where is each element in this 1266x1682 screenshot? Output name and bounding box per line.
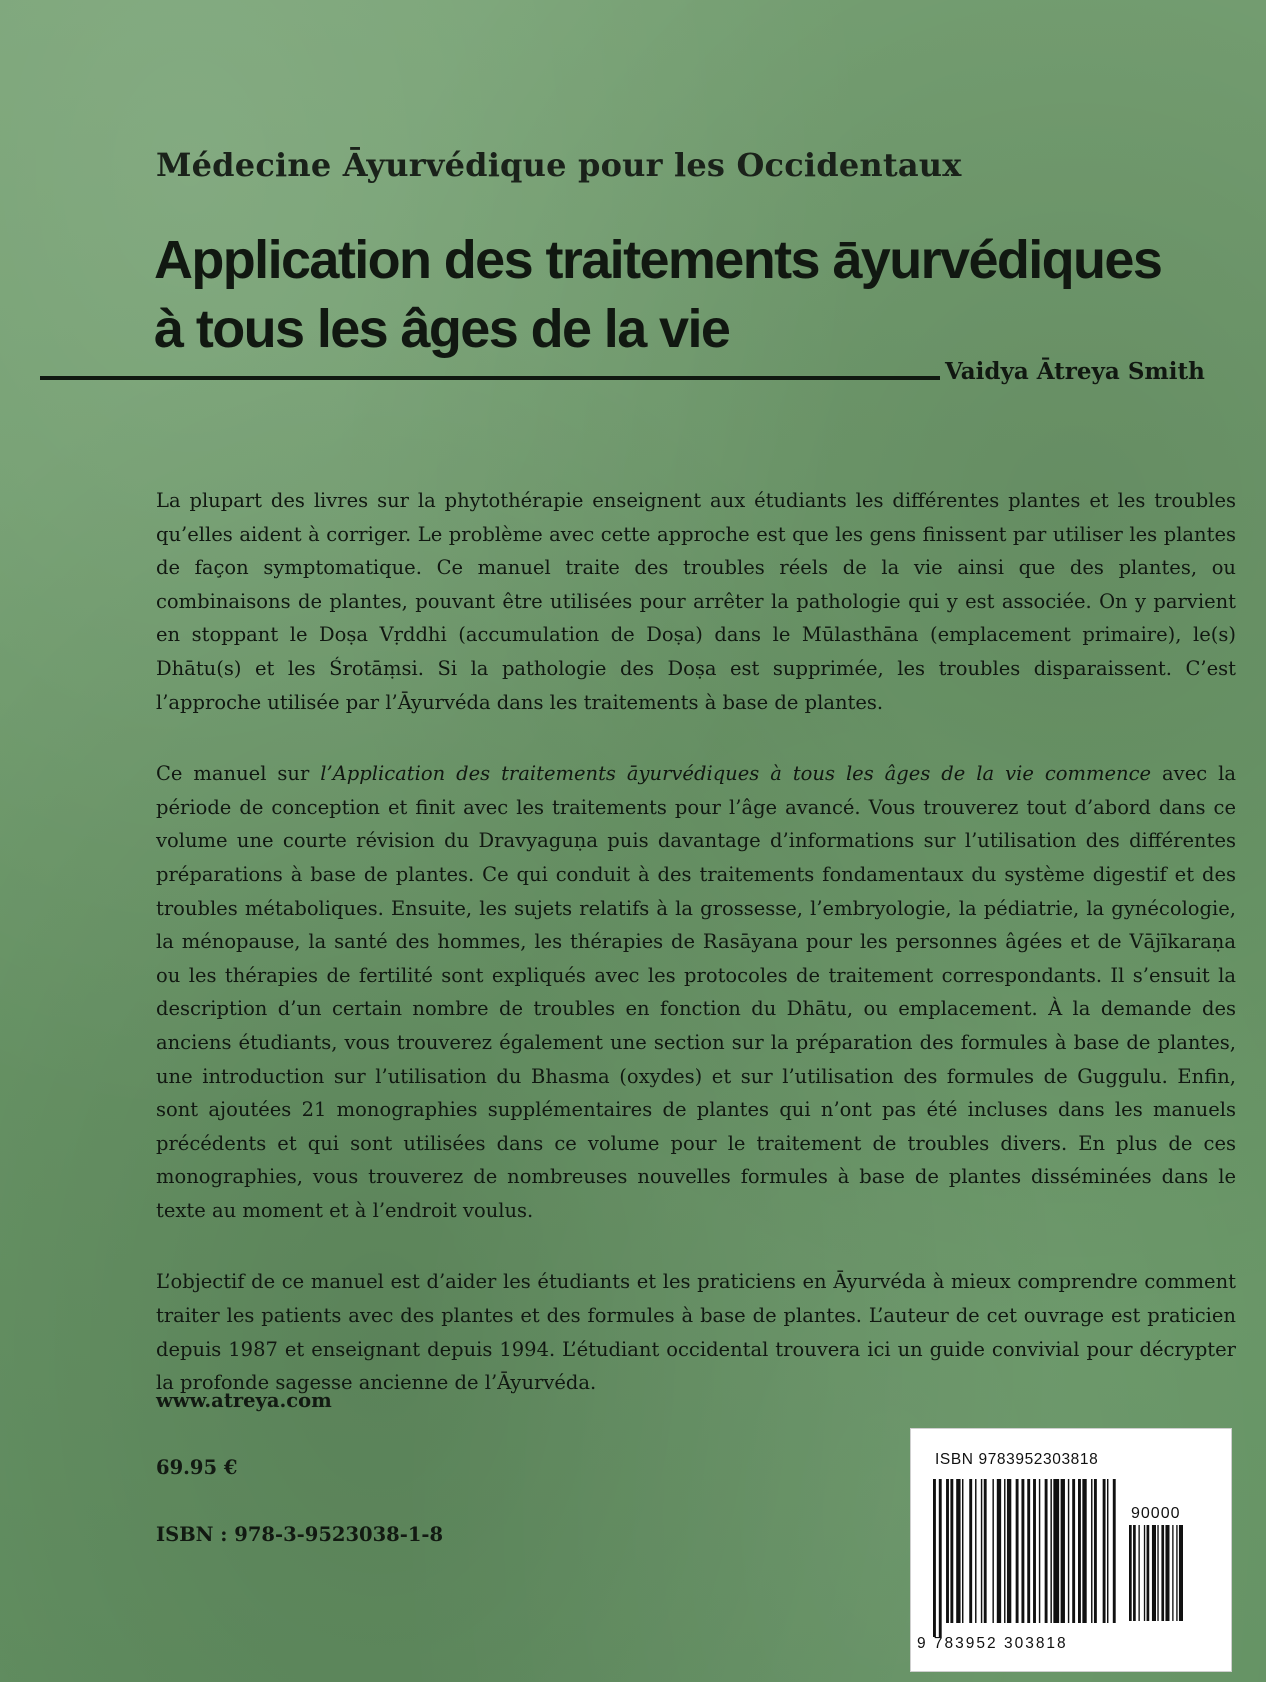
barcode-panel (910, 1428, 1232, 1672)
title-divider (40, 376, 940, 380)
blurb-paragraph-1: La plupart des livres sur la phytothérapie enseignent aux étudiants les différentes plantes et les troubles qu’elles aident à corriger. Le problème avec cette approche est que les gens finissent par utiliser les plantes de façon symptomatique. Ce manuel traite des troubles réels de la vie ainsi que des plantes, ou combinaisons de plantes, pouvant être utilisées pour arrêter la pathologie qui y est associée. On y parvient en stoppant le Doṣa Vṛddhi (accumulation de Doṣa) dans le Mūlasthāna (emplacement primaire), le(s) Dhātu(s) et les Śrotāṃsi. Si la pathologie des Doṣa est supprimée, les troubles disparaissent. C’est l’approche utilisée par l’Āyurvéda dans les traitements à base de plantes. (156, 489, 1236, 714)
blurb-p2-rest: avec la période de conception et finit avec les traitements pour l’âge avancé. Vous trouverez tout d’abord dans ce volume une courte révision du Dravyaguṇa puis davantage d’informations sur l’utilisation des différentes préparations à base de plantes. Ce qui conduit à des traitements fondamentaux du système digestif et des troubles métaboliques. Ensuite, les sujets relatifs à la grossesse, l’embryologie, la pédiatrie, la gynécologie, la ménopause, la santé des hommes, les thérapies de Rasāyana pour les personnes âgées et de Vājīkaraṇa ou les thérapies de fertilité sont expliqués avec les protocoles de traitement correspondants. Il s’ensuit la description d’un certain nombre de troubles en fonction du Dhātu, ou emplacement. À la demande des anciens étudiants, vous trouverez également une section sur la préparation des formules à base de plantes, une introduction sur l’utilisation du Bhasma (oxydes) et sur l’utilisation des formules de Guggulu. Enfin, sont ajoutées 21 monographies supplémentaires de plantes qui n’ont pas été incluses dans les manuels précédents et qui sont utilisées dans ce volume pour le traitement de troubles divers. En plus de ces monographies, vous trouverez de nombreuses nouvelles formules à base de plantes disséminées dans le texte au moment et à l’endroit voulus. (156, 762, 1236, 1222)
book-title-line-1: Application des traitements āyurvédiques (154, 230, 1162, 290)
barcode-isbn-label: ISBN 9783952303818 (935, 1451, 1099, 1468)
barcode-addon-digits: 90000 (1131, 1505, 1181, 1522)
book-title (154, 226, 1164, 364)
author-name: Vaidya Ātreya Smith (945, 358, 1205, 385)
blurb-p2-intro: Ce manuel sur (156, 762, 321, 786)
blurb-paragraph-2 (156, 757, 1236, 1227)
series-title: Médecine Āyurvédique pour les Occidentaux (156, 146, 962, 184)
barcode-addon-bars-icon (1129, 1525, 1199, 1635)
barcode-digits: 9 783952 303818 (917, 1635, 1068, 1652)
website-url: www.atreya.com (156, 1389, 332, 1412)
price: 69.95 € (156, 1456, 238, 1479)
isbn-text: ISBN : 978-3-9523038-1-8 (156, 1523, 444, 1546)
blurb-paragraph-3: L’objectif de ce manuel est d’aider les étudiants et les praticiens en Āyurvéda à mieux comprendre comment traiter les patients avec des plantes et des formules à base de plantes. L’auteur de cet ouvrage est praticien depuis 1987 et enseignant depuis 1994. L’étudiant occidental trouvera ici un guide convivial pour décrypter la profonde sagesse ancienne de l’Āyurvéda. (156, 1270, 1236, 1395)
blurb (156, 484, 1236, 1438)
barcode-bars-icon (933, 1479, 1117, 1637)
blurb-p2-book-title: l’Application des traitements āyurvédiques à tous les âges de la vie commence (320, 762, 1152, 786)
book-title-line-2: à tous les âges de la vie (154, 299, 730, 359)
